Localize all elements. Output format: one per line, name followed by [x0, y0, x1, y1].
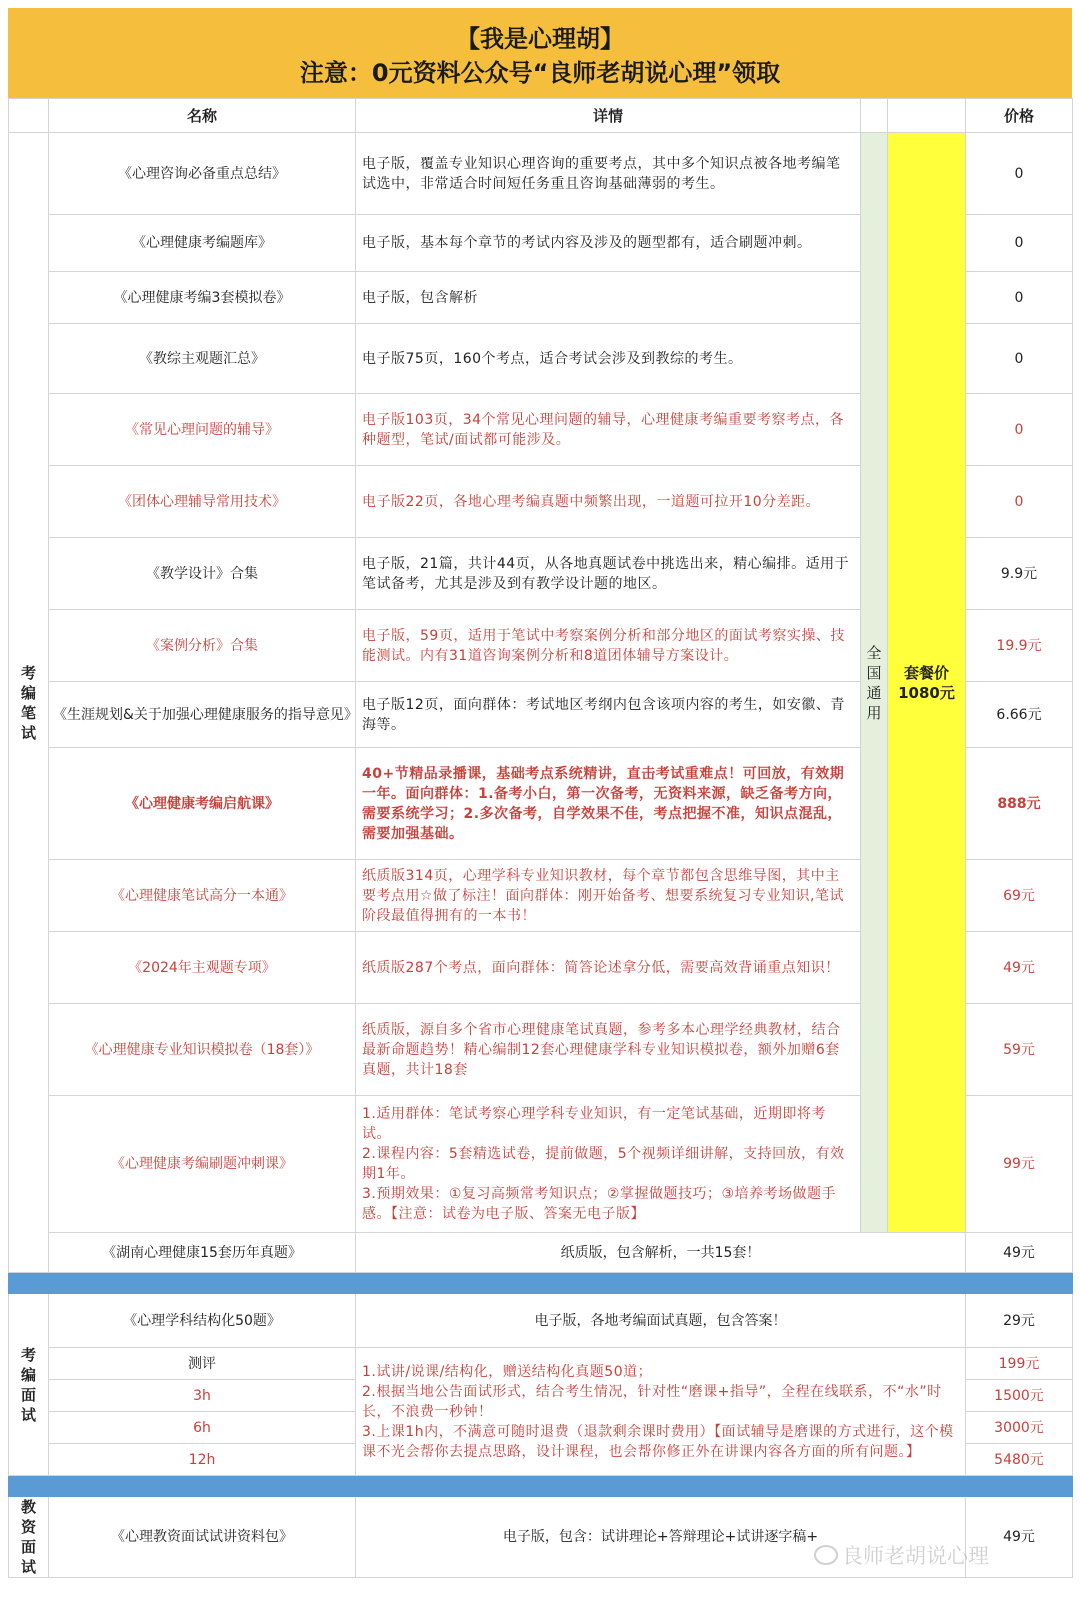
item-price: 29元 [966, 1294, 1073, 1348]
item-name: 《生涯规划&关于加强心理健康服务的指导意见》 [49, 682, 356, 748]
item-price: 0 [966, 133, 1073, 215]
price-table [8, 98, 1073, 1578]
table-row [9, 1294, 1073, 1348]
price-sheet [8, 8, 1072, 1578]
table-row [9, 133, 1073, 215]
item-name: 《心理教资面试试讲资料包》 [49, 1497, 356, 1578]
section-label-text: 教 资 面 试 [20, 1498, 36, 1576]
scope-nationwide [861, 133, 888, 1233]
item-name: 《心理健康考编题库》 [49, 215, 356, 272]
item-detail: 电子版12页，面向群体：考试地区考纲内包含该项内容的考生，如安徽、青海等。 [356, 682, 861, 748]
item-name: 《心理健康笔试高分一本通》 [49, 860, 356, 932]
item-price: 59元 [966, 1004, 1073, 1096]
section-label-text: 考 编 面 试 [20, 1345, 36, 1424]
detail-line: 2.根据当地公告面试形式，结合考生情况，针对性“磨课+指导”，全程在线联系，不“水”时长，不浪费一秒钟！ [362, 1383, 942, 1420]
detail-line: 3.上课1h内，不满意可随时退费（退款剩余课时费用）【面试辅导是磨课的方式进行，这个模课不光会帮你去提点思路，设计课程，也会帮你修正外在讲课内容各方面的所有问题。】 [362, 1423, 954, 1460]
item-detail: 纸质版287个考点，面向群体：简答论述拿分低，需要高效背诵重点知识！ [356, 932, 861, 1004]
item-detail: 纸质版314页，心理学科专业知识教材，每个章节都包含思维导图，其中主要考点用☆做了标注！面向群体：刚开始备考、想要系统复习专业知识,笔试阶段最值得拥有的一本书！ [356, 860, 861, 932]
detail-line: 2.课程内容：5套精选试卷，提前做题，5个视频详细讲解，支持回放，有效期1年。 [362, 1146, 845, 1182]
item-name: 《案例分析》合集 [49, 610, 356, 682]
item-price: 49元 [966, 932, 1073, 1004]
item-detail: 电子版103页，34个常见心理问题的辅导，心理健康考编重要考察考点，各种题型，笔试/面试都可能涉及。 [356, 394, 861, 466]
section-label-interview [9, 1294, 49, 1476]
item-detail: 电子版，覆盖专业知识心理咨询的重要考点，其中多个知识点被各地考编笔试选中，非常适合时间短任务重且咨询基础薄弱的考生。 [356, 133, 861, 215]
item-name: 《2024年主观题专项》 [49, 932, 356, 1004]
detail-line: 3.预期效果：①复习高频常考知识点；②掌握做题技巧；③培养考场做题手感。【注意：试卷为电子版、答案无电子版】 [362, 1186, 837, 1222]
divider-bar [9, 1273, 1073, 1294]
item-detail: 纸质版，包含解析，一共15套！ [356, 1233, 966, 1273]
item-price: 69元 [966, 860, 1073, 932]
item-detail: 电子版，包含解析 [356, 272, 861, 324]
item-price: 199元 [966, 1348, 1073, 1380]
header-name: 名称 [49, 99, 356, 133]
item-detail: 电子版22页，各地心理考编真题中频繁出现，一道题可拉开10分差距。 [356, 466, 861, 538]
item-price: 0 [966, 272, 1073, 324]
item-price: 3000元 [966, 1412, 1073, 1444]
header-row [9, 99, 1073, 133]
title-line-2: 注意：0元资料公众号“良师老胡说心理”领取 [299, 59, 781, 87]
section-label-written [9, 133, 49, 1273]
item-price: 49元 [966, 1497, 1073, 1578]
package-price [888, 133, 966, 1233]
item-name: 《湖南心理健康15套历年真题》 [49, 1233, 356, 1273]
scope-text: 全 国 通 用 [866, 643, 882, 722]
divider-bar [9, 1476, 1073, 1497]
section-divider [9, 1273, 1073, 1294]
item-price: 1500元 [966, 1380, 1073, 1412]
item-name: 3h [49, 1380, 356, 1412]
item-name: 《心理健康考编3套模拟卷》 [49, 272, 356, 324]
item-detail: 电子版75页，160个考点，适合考试会涉及到教综的考生。 [356, 324, 861, 394]
item-name: 《心理咨询必备重点总结》 [49, 133, 356, 215]
item-detail: 40+节精品录播课，基础考点系统精讲，直击考试重难点！可回放，有效期一年。面向群体：1.备考小白，第一次备考，无资料来源，缺乏备考方向，需要系统学习；2.多次备考，自学效果不佳，考点把握不准，知识点混乱，需要加强基础。 [356, 748, 861, 860]
item-price: 888元 [966, 748, 1073, 860]
title-banner [8, 8, 1072, 98]
section-label-text: 考 编 笔 试 [20, 663, 36, 742]
item-price: 6.66元 [966, 682, 1073, 748]
section-label-certificate [9, 1497, 49, 1578]
item-name: 《心理健康专业知识模拟卷（18套）》 [49, 1004, 356, 1096]
watermark-text: 良师老胡说心理 [842, 1544, 989, 1568]
item-price: 0 [966, 466, 1073, 538]
item-price: 5480元 [966, 1444, 1073, 1476]
item-price: 19.9元 [966, 610, 1073, 682]
item-name: 《教学设计》合集 [49, 538, 356, 610]
table-row [9, 1348, 1073, 1380]
item-price: 49元 [966, 1233, 1073, 1273]
item-name: 6h [49, 1412, 356, 1444]
item-price: 9.9元 [966, 538, 1073, 610]
item-detail: 电子版，各地考编面试真题，包含答案！ [356, 1294, 966, 1348]
item-name: 《心理健康考编刷题冲刺课》 [49, 1096, 356, 1233]
item-price: 0 [966, 324, 1073, 394]
section-divider [9, 1476, 1073, 1497]
item-price: 0 [966, 394, 1073, 466]
item-detail: 电子版，59页，适用于笔试中考察案例分析和部分地区的面试考察实操、技能测试。内有31道咨询案例分析和8道团体辅导方案设计。 [356, 610, 861, 682]
item-name: 测评 [49, 1348, 356, 1380]
item-name: 《团体心理辅导常用技术》 [49, 466, 356, 538]
item-detail: 电子版，基本每个章节的考试内容及涉及的题型都有，适合刷题冲刺。 [356, 215, 861, 272]
item-detail [356, 1348, 966, 1476]
detail-line: 1.试讲/说课/结构化，赠送结构化真题50道； [362, 1363, 653, 1380]
item-detail: 电子版，21篇，共计44页，从各地真题试卷中挑选出来，精心编排。适用于笔试备考，尤其是涉及到有教学设计题的地区。 [356, 538, 861, 610]
item-price: 0 [966, 215, 1073, 272]
item-name: 《常见心理问题的辅导》 [49, 394, 356, 466]
header-detail: 详情 [356, 99, 861, 133]
item-name: 《心理健康考编启航课》 [49, 748, 356, 860]
item-name: 12h [49, 1444, 356, 1476]
table-row [9, 1233, 1073, 1273]
item-detail: 纸质版，源自多个省市心理健康笔试真题，参考多本心理学经典教材，结合最新命题趋势！精心编制12套心理健康学科专业知识模拟卷，额外加赠6套真题，共计18套 [356, 1004, 861, 1096]
item-detail: 电子版，包含：试讲理论+答辩理论+试讲逐字稿+ [356, 1497, 966, 1578]
package-text: 套餐价 1080元 [898, 663, 955, 702]
detail-line: 1.适用群体：笔试考察心理学科专业知识，有一定笔试基础，近期即将考试。 [362, 1106, 826, 1142]
title-line-1: 【我是心理胡】 [456, 25, 624, 53]
item-name: 《心理学科结构化50题》 [49, 1294, 356, 1348]
header-price: 价格 [966, 99, 1073, 133]
item-price: 99元 [966, 1096, 1073, 1233]
table-row [9, 1497, 1073, 1578]
item-name: 《教综主观题汇总》 [49, 324, 356, 394]
item-detail [356, 1096, 861, 1233]
